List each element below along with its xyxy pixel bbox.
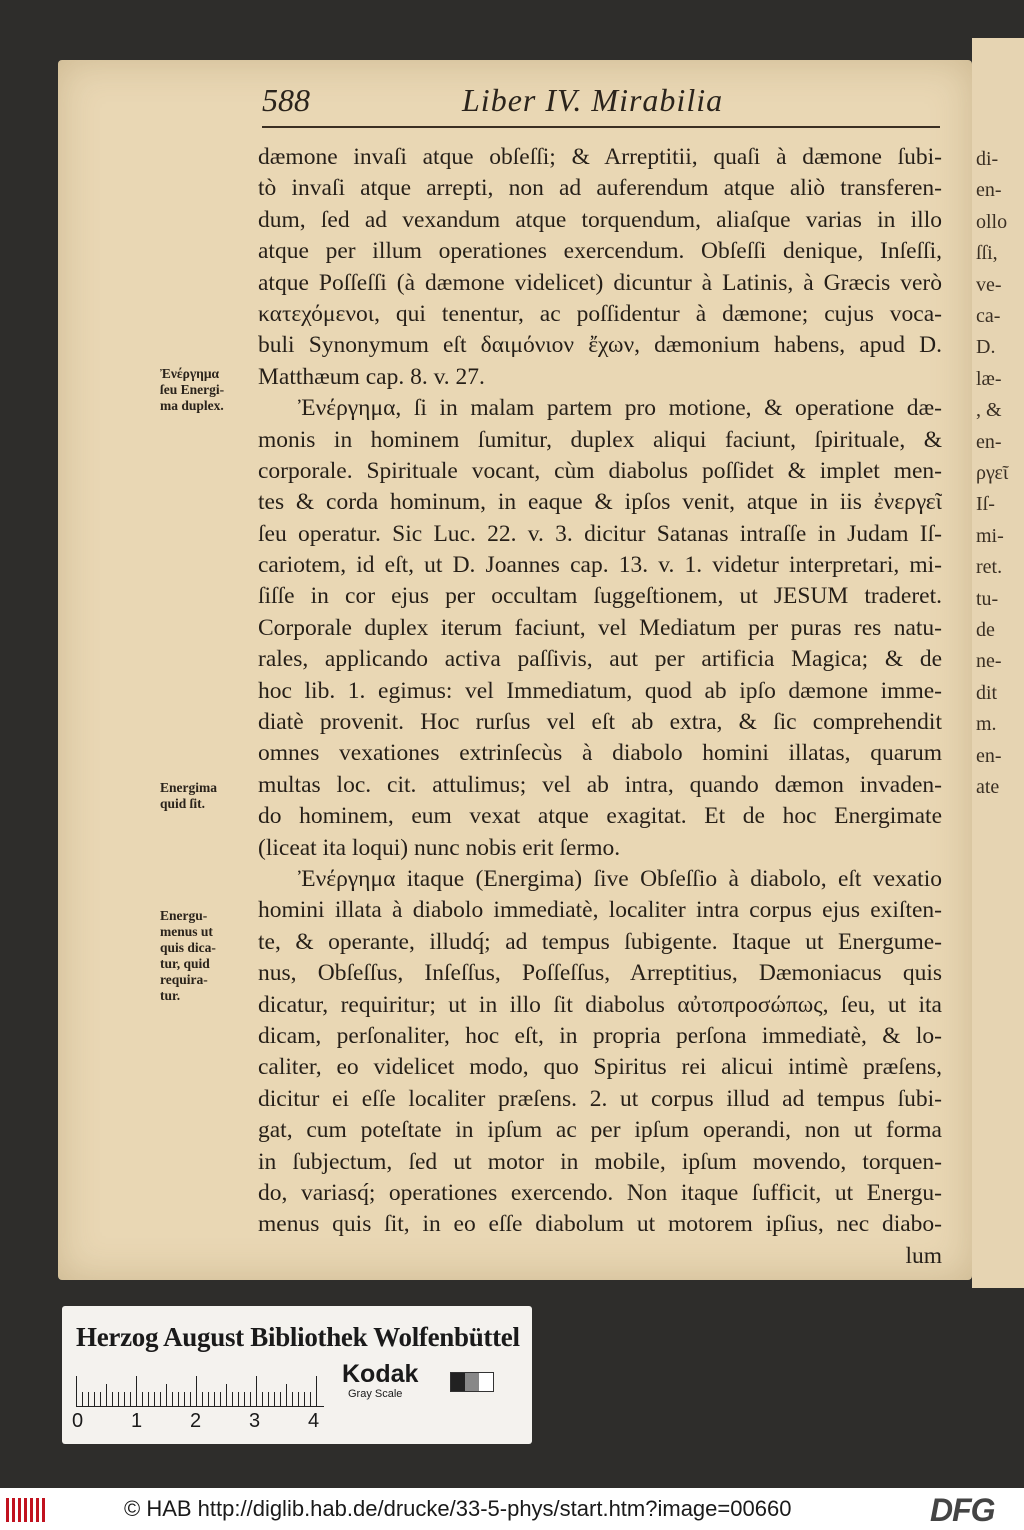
facing-page-fragment: mi- [976,524,1004,547]
ruler-tick [100,1392,101,1406]
body-line: dicam, perſonaliter, hoc eſt, in propria perſona immediatè, & lo- [258,1022,942,1049]
facing-page-fragment: , & [976,399,1002,422]
body-line: Ἐνέργημα itaque (Energima) ſive Obſeſſio à diabolo, eſt vexatio [298,865,942,892]
ruler-tick [178,1392,179,1406]
ruler-tick [142,1392,143,1406]
body-line: ſiſſe in cor ejus per occultam ſuggeſtionem, ut JESUM traderet. [258,583,942,610]
color-scale-card [62,1306,532,1444]
margin-note-energima-duplex [160,366,260,414]
facing-page-fragment: m. [976,713,997,736]
ruler-tick [262,1392,263,1406]
ruler-tick [292,1392,293,1406]
margin-note-energima-quid-sit [160,780,260,812]
body-line: (liceat ita loqui) nunc nobis erit ſermo. [258,834,621,861]
facing-page-fragment: Iſ- [976,493,995,516]
body-line: κατεχόμενοι, qui tenentur, ac poſſidentur à dæmone; cujus voca- [258,300,942,327]
ruler-tick [268,1392,269,1406]
facing-page-fragment: ret. [976,556,1003,579]
facing-page-fragment: D. [976,336,996,359]
ruler-tick [226,1384,227,1406]
library-name: Herzog August Bibliothek Wolfenbüttel [76,1322,520,1352]
margin-note-line: menus ut [160,924,213,939]
ruler-tick [274,1392,275,1406]
body-line: ſeu operatur. Sic Luc. 22. v. 3. dicitur Satanas intraſſe in Judam Iſ- [258,520,942,547]
ruler-tick [130,1392,131,1406]
ruler-tick [196,1376,197,1406]
facing-page-fragment: en- [976,430,1002,453]
body-line: nus, Obſeſſus, Inſeſſus, Poſſeſſus, Arreptitius, Dæmoniacus quis [258,960,942,987]
facing-page-fragment: ollo [976,210,1008,233]
body-line: Matthæum cap. 8. v. 27. [258,363,485,390]
margin-note-line: Ἐνέργημα [160,366,220,381]
ruler [76,1372,324,1407]
facing-page-fragment: en- [976,179,1002,202]
ruler-tick [76,1376,77,1406]
ruler-tick [202,1392,203,1406]
ruler-tick [166,1384,167,1406]
body-line: dicatur, requiritur; ut in illo ſit diabolus αὐτοπροσώπως, ſeu, ut ita [258,991,942,1018]
body-line: Corporale duplex iterum faciunt, vel Mediatum per puras res natu- [258,614,942,641]
ruler-tick [250,1392,251,1406]
ruler-tick [94,1392,95,1406]
ruler-tick [118,1392,119,1406]
body-line: multas loc. cit. attulimus; vel ab intra, quando dæmon invaden- [258,771,942,798]
margin-note-line: quid ſit. [160,796,206,811]
gray-scale-label: Gray Scale [348,1388,403,1400]
ruler-tick [280,1392,281,1406]
margin-note-line: Energu- [160,908,208,923]
body-line: cariotem, id eſt, ut D. Joannes cap. 13. v. 1. videtur interpretari, mi- [258,552,942,579]
body-line: lum [905,1242,942,1269]
ruler-tick [112,1392,113,1406]
facing-page-fragment: ve- [976,273,1002,296]
ruler-number: 2 [190,1410,202,1432]
facing-page-fragment: de [976,619,995,641]
ruler-numbers [72,1410,332,1434]
dfg-logo: DFG [930,1492,995,1528]
body-line: gat, cum poteſtate in ipſum ac per ipſum operandi, non ut forma [258,1117,942,1144]
ruler-tick [214,1392,215,1406]
margin-note-line: tur, quid [160,956,210,971]
ruler-tick [304,1392,305,1406]
facing-page-fragment: dit [976,681,998,704]
body-line: omnes vexationes extrinſecùs à diabolo homini illatas, quarum [258,740,942,767]
ruler-tick [244,1392,245,1406]
ruler-tick [136,1376,137,1406]
body-line: in ſubjectum, ſed ut motor in mobile, ipſum movendo, torquen- [258,1148,942,1175]
body-line: dæmone invaſi atque obſeſſi; & Arreptitii, quaſi à dæmone ſubi- [258,144,942,170]
body-line: do, variasq́; operationes exercendo. Non itaque ſufficit, ut Energu- [258,1179,942,1206]
ruler-tick [82,1392,83,1406]
body-line: atque per illum operationes exercendum. Obſeſſi denique, Inſeſſi, [258,238,942,265]
hab-logo-icon [6,1498,54,1522]
ruler-number: 3 [249,1410,261,1432]
margin-note-line: ma duplex. [160,398,224,413]
facing-page-fragment: ca- [976,305,1001,327]
ruler-tick [256,1376,257,1406]
ruler-tick [148,1392,149,1406]
facing-page-fragment: en- [976,744,1002,767]
ruler-tick [88,1392,89,1406]
facing-page-edge [972,38,1024,1288]
body-line: buli Synonymum eſt δαιμόνιον ἔχων, dæmonium habens, apud D. [258,332,942,359]
facing-page-fragment: ſſi, [976,242,998,265]
ruler-tick [310,1392,311,1406]
ruler-number: 1 [131,1410,143,1432]
ruler-tick [220,1392,221,1406]
body-line: tes & corda hominum, in eaque & ipſos venit, atque in iis ἐνεργεῖ [258,489,942,516]
body-line: dum, ſed ad vexandum atque torquendum, aliaſque varias in illo [258,206,942,233]
ruler-number: 4 [308,1410,320,1432]
facing-page-fragment: ργεῖ [976,462,1009,484]
body-line: rales, applicando activa paſſivis, aut per artificia Magica; & de [258,646,942,673]
facing-page-fragment: di- [976,148,999,170]
body-line: Ἐνέργημα, ſi in malam partem pro motione, & operatione dæ- [298,395,942,422]
body-line: diatè provenit. Hoc rurſus vel eſt ab extra, & ſic comprehendit [258,709,942,736]
body-line: atque Poſſeſſi (à dæmone videlicet) dicuntur à Latinis, à Græcis verò [258,269,942,296]
ruler-tick [160,1392,161,1406]
kodak-brand: Kodak [342,1360,419,1388]
facing-page-fragment: læ- [976,367,1002,390]
running-head [262,82,940,128]
body-line: homini illata à diabolo immediatè, localiter intra corpus ejus exiſten- [258,897,942,924]
footer-credit-link[interactable]: © HAB http://diglib.hab.de/drucke/33-5-phys/start.htm?image=00660 [124,1496,792,1521]
facing-page-fragment: ate [976,776,1000,798]
margin-note-line: Energima [160,780,217,795]
body-text [258,142,942,1272]
body-line: do hominem, eum vexat atque exagitat. Et de hoc Energimate [258,803,942,830]
ruler-tick [298,1392,299,1406]
ruler-tick [286,1384,287,1406]
ruler-tick [172,1392,173,1406]
ruler-tick [184,1392,185,1406]
footer-bar [0,1488,1024,1530]
page-number: 588 [262,82,310,118]
margin-note-line: ſeu Energi- [160,382,225,397]
margin-note-line: tur. [160,988,181,1003]
body-line: dicitur ei eſſe localiter præſens. 2. ut corpus illud ad tempus ſubi- [258,1085,942,1112]
gray-swatches [450,1372,494,1392]
running-title: Liber IV. Mirabilia [462,82,724,118]
facing-page-fragment: ne- [976,650,1002,673]
body-line: menus quis ſit, in eo eſſe diabolum ut motorem ipſius, nec diabo- [258,1211,942,1238]
ruler-tick [124,1392,125,1406]
ruler-tick [316,1376,317,1406]
ruler-tick [154,1392,155,1406]
ruler-number: 0 [72,1410,84,1432]
margin-note-line: requira- [160,972,208,987]
body-line: corporale. Spirituale vocant, cùm diabolus poſſidet & implet men- [258,457,942,484]
body-line: hoc lib. 1. egimus: vel Immediatum, quod ab ipſo dæmone imme- [258,677,942,704]
margin-note-energumenus [160,908,260,1004]
body-line: monis in hominem ſumitur, duplex aliqui faciunt, ſpirituale, & [258,426,942,453]
margin-note-line: quis dica- [160,940,216,955]
body-line: te, & operante, illudq́; ad tempus ſubigente. Itaque ut Energume- [258,928,942,955]
ruler-tick [238,1392,239,1406]
body-line: caliter, eo videlicet modo, quo Spiritus rei alicui intimè præſens, [258,1054,942,1081]
ruler-tick [190,1392,191,1406]
ruler-tick [232,1392,233,1406]
ruler-tick [208,1392,209,1406]
ruler-tick [106,1384,107,1406]
body-line: tò invaſi atque arrepti, non ad auferendum atque aliò transferen- [258,175,942,202]
facing-page-fragment: tu- [976,587,999,610]
